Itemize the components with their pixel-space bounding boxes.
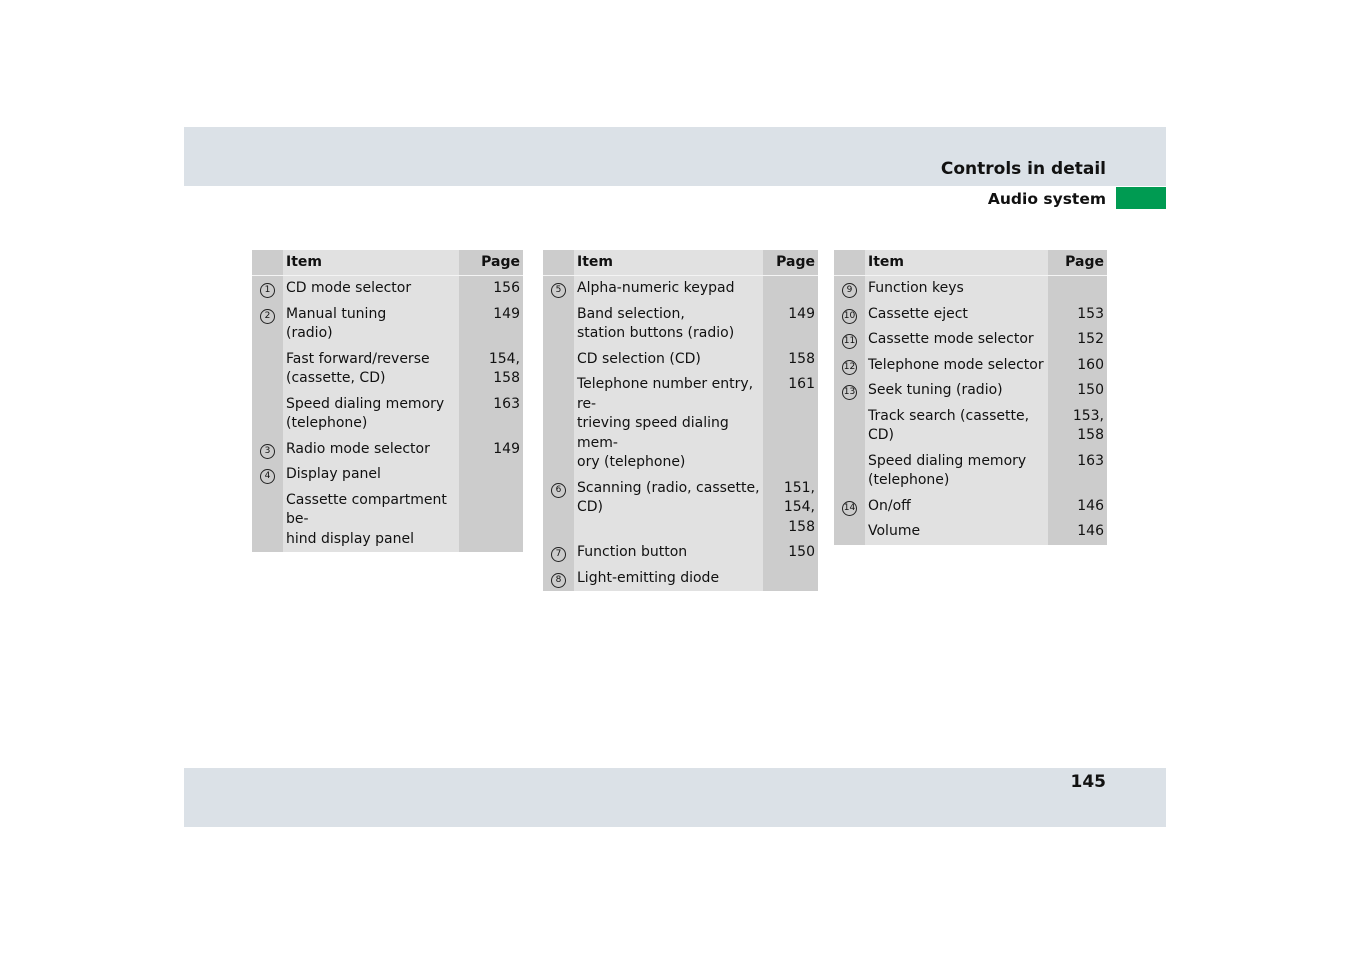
item-label: Function button bbox=[574, 540, 763, 566]
table-row bbox=[834, 449, 1107, 494]
item-number-badge: 7 bbox=[551, 547, 566, 562]
section-tab-marker bbox=[1116, 187, 1166, 209]
item-number-cell bbox=[252, 392, 283, 437]
item-page-ref: 158 bbox=[763, 347, 818, 373]
item-number-badge: 11 bbox=[842, 334, 857, 349]
item-page-ref bbox=[1048, 276, 1107, 302]
item-page-ref: 149 bbox=[763, 302, 818, 347]
section-title: Controls in detail bbox=[940, 159, 1106, 179]
item-page-ref bbox=[459, 462, 523, 488]
table-row bbox=[543, 476, 818, 541]
number-header bbox=[252, 250, 283, 276]
item-page-ref: 161 bbox=[763, 372, 818, 476]
item-label: Alpha-numeric keypad bbox=[574, 276, 763, 302]
item-number-cell bbox=[834, 327, 865, 353]
table-row bbox=[543, 540, 818, 566]
item-number-cell bbox=[543, 372, 574, 476]
item-label: Scanning (radio, cassette, CD) bbox=[574, 476, 763, 541]
item-number-cell bbox=[252, 276, 283, 302]
table-row bbox=[834, 353, 1107, 379]
item-label: Radio mode selector bbox=[283, 437, 459, 463]
page-header: Page bbox=[1048, 250, 1107, 276]
table-row bbox=[543, 347, 818, 373]
table-row bbox=[543, 302, 818, 347]
item-number-cell bbox=[834, 302, 865, 328]
item-number-cell bbox=[834, 378, 865, 404]
table-row bbox=[252, 392, 523, 437]
item-label: Speed dialing memory (telephone) bbox=[865, 449, 1048, 494]
item-page-ref bbox=[459, 488, 523, 553]
number-header bbox=[834, 250, 865, 276]
item-number-badge: 10 bbox=[842, 309, 857, 324]
item-label: Track search (cassette, CD) bbox=[865, 404, 1048, 449]
item-page-ref: 160 bbox=[1048, 353, 1107, 379]
table-row bbox=[834, 302, 1107, 328]
item-label: CD mode selector bbox=[283, 276, 459, 302]
item-number-cell bbox=[543, 476, 574, 541]
item-number-cell bbox=[252, 302, 283, 347]
item-number-cell bbox=[543, 302, 574, 347]
table-row bbox=[252, 488, 523, 553]
item-number-cell bbox=[834, 519, 865, 545]
item-label: Manual tuning (radio) bbox=[283, 302, 459, 347]
items-table-3 bbox=[834, 250, 1107, 545]
item-number-badge: 2 bbox=[260, 309, 275, 324]
item-number-cell bbox=[834, 494, 865, 520]
item-page-ref: 156 bbox=[459, 276, 523, 302]
item-page-ref: 146 bbox=[1048, 494, 1107, 520]
item-number-badge: 4 bbox=[260, 469, 275, 484]
item-number-cell bbox=[252, 347, 283, 392]
item-page-ref: 153, 158 bbox=[1048, 404, 1107, 449]
page-header: Page bbox=[763, 250, 818, 276]
item-label: Cassette mode selector bbox=[865, 327, 1048, 353]
item-number-cell bbox=[543, 276, 574, 302]
item-number-badge: 13 bbox=[842, 385, 857, 400]
item-number-badge: 9 bbox=[842, 283, 857, 298]
item-label: Telephone number entry, re- trieving speed dialing mem- ory (telephone) bbox=[574, 372, 763, 476]
item-number-cell bbox=[834, 404, 865, 449]
item-number-badge: 12 bbox=[842, 360, 857, 375]
item-label: Light-emitting diode bbox=[574, 566, 763, 592]
item-number-badge: 3 bbox=[260, 444, 275, 459]
item-label: Function keys bbox=[865, 276, 1048, 302]
section-subtitle: Audio system bbox=[987, 190, 1106, 208]
item-label: Cassette eject bbox=[865, 302, 1048, 328]
item-number-cell bbox=[834, 449, 865, 494]
item-number-badge: 6 bbox=[551, 483, 566, 498]
item-label: Telephone mode selector bbox=[865, 353, 1048, 379]
table-row bbox=[834, 519, 1107, 545]
table-row bbox=[834, 276, 1107, 302]
item-number-cell bbox=[252, 488, 283, 553]
item-page-ref bbox=[763, 276, 818, 302]
table-row bbox=[834, 494, 1107, 520]
item-page-ref: 149 bbox=[459, 302, 523, 347]
item-label: On/off bbox=[865, 494, 1048, 520]
item-page-ref bbox=[763, 566, 818, 592]
table-row bbox=[834, 404, 1107, 449]
item-label: Fast forward/reverse (cassette, CD) bbox=[283, 347, 459, 392]
table-row bbox=[252, 462, 523, 488]
item-header: Item bbox=[574, 250, 763, 276]
item-number-cell bbox=[543, 540, 574, 566]
item-number-cell bbox=[543, 347, 574, 373]
item-number-badge: 5 bbox=[551, 283, 566, 298]
table-row bbox=[543, 276, 818, 302]
item-number-badge: 1 bbox=[260, 283, 275, 298]
table-row bbox=[252, 302, 523, 347]
table-row bbox=[543, 372, 818, 476]
item-label: Band selection, station buttons (radio) bbox=[574, 302, 763, 347]
item-number-cell bbox=[543, 566, 574, 592]
item-number-cell bbox=[252, 462, 283, 488]
item-page-ref: 149 bbox=[459, 437, 523, 463]
items-table-2 bbox=[543, 250, 818, 591]
item-header: Item bbox=[283, 250, 459, 276]
page-number: 145 bbox=[1070, 772, 1106, 792]
item-page-ref: 151, 154, 158 bbox=[763, 476, 818, 541]
table-row bbox=[834, 378, 1107, 404]
item-label: Speed dialing memory (telephone) bbox=[283, 392, 459, 437]
item-number-badge: 8 bbox=[551, 573, 566, 588]
item-page-ref: 154, 158 bbox=[459, 347, 523, 392]
items-table-1 bbox=[252, 250, 523, 552]
table-row bbox=[252, 437, 523, 463]
item-number-cell bbox=[834, 276, 865, 302]
item-number-cell bbox=[252, 437, 283, 463]
item-page-ref: 150 bbox=[763, 540, 818, 566]
footer-band bbox=[184, 768, 1166, 827]
item-page-ref: 163 bbox=[1048, 449, 1107, 494]
item-header: Item bbox=[865, 250, 1048, 276]
table-row bbox=[252, 276, 523, 302]
item-number-cell bbox=[834, 353, 865, 379]
table-row bbox=[834, 327, 1107, 353]
item-label: Seek tuning (radio) bbox=[865, 378, 1048, 404]
item-page-ref: 163 bbox=[459, 392, 523, 437]
number-header bbox=[543, 250, 574, 276]
item-label: Display panel bbox=[283, 462, 459, 488]
item-page-ref: 153 bbox=[1048, 302, 1107, 328]
item-number-badge: 14 bbox=[842, 501, 857, 516]
table-row bbox=[252, 347, 523, 392]
item-label: Volume bbox=[865, 519, 1048, 545]
item-page-ref: 152 bbox=[1048, 327, 1107, 353]
table-row bbox=[543, 566, 818, 592]
item-label: Cassette compartment be- hind display panel bbox=[283, 488, 459, 553]
item-page-ref: 150 bbox=[1048, 378, 1107, 404]
item-page-ref: 146 bbox=[1048, 519, 1107, 545]
page-header: Page bbox=[459, 250, 523, 276]
item-label: CD selection (CD) bbox=[574, 347, 763, 373]
